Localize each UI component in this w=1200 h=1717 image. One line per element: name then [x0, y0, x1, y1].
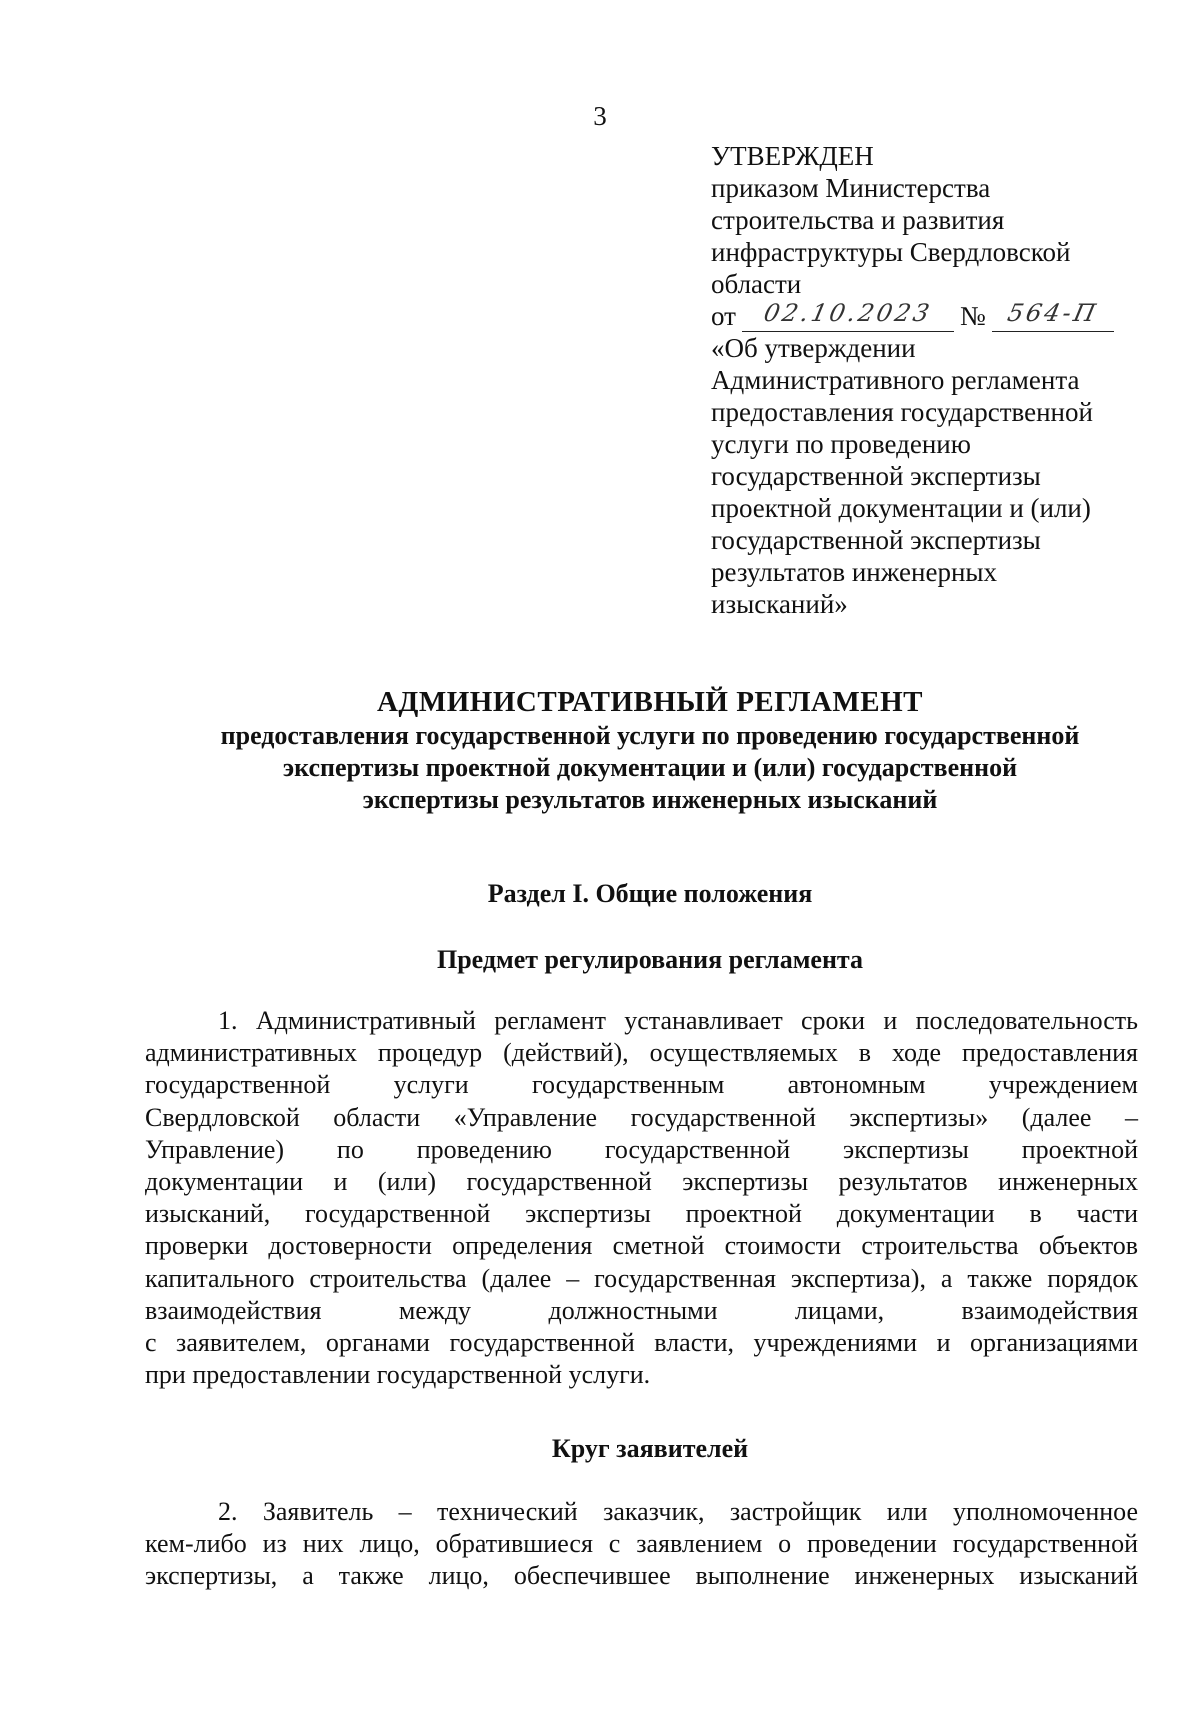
approval-line: области: [711, 269, 802, 299]
approval-title-line: Административного регламента: [711, 365, 1080, 395]
page-number: 3: [593, 101, 607, 131]
document-title-line: экспертизы результатов инженерных изысканий: [362, 785, 938, 814]
approval-title-line: предоставления государственной: [711, 397, 1093, 427]
approval-title-line: услуги по проведению: [711, 429, 971, 459]
paragraph-line: изысканий, государственной экспертизы проектной документации в части: [145, 1199, 1138, 1229]
document-title-main: АДМИНИСТРАТИВНЫЙ РЕГЛАМЕНТ: [376, 686, 923, 718]
number-prefix: №: [959, 301, 986, 331]
approval-title-line: результатов инженерных: [711, 557, 998, 587]
approval-date-number-line: [711, 300, 1171, 332]
approval-title-line: государственной экспертизы: [711, 461, 1041, 491]
paragraph-line: взаимодействия между должностными лицами, взаимодействия: [145, 1295, 1138, 1325]
approval-line: инфраструктуры Свердловской: [711, 237, 1071, 267]
section-heading: Раздел I. Общие положения: [487, 879, 813, 908]
subheading-subject: Предмет регулирования регламента: [436, 945, 864, 974]
approval-heading: УТВЕРЖДЕН: [711, 141, 874, 171]
paragraph-line: капитального строительства (далее – государственная экспертиза), а также порядок: [145, 1263, 1138, 1293]
number-field: [992, 299, 1114, 332]
document-title: [130, 684, 1170, 816]
paragraph-line: проверки достоверности определения сметной стоимости строительства объектов: [145, 1231, 1138, 1261]
paragraph-line: 2. Заявитель – технический заказчик, застройщик или уполномоченное: [218, 1497, 1138, 1526]
paragraph-line: документации и (или) государственной экспертизы результатов инженерных: [145, 1166, 1138, 1196]
paragraph-line: с заявителем, органами государственной власти, учреждениями и организациями: [145, 1327, 1138, 1357]
paragraph-1: [145, 1005, 1138, 1391]
handwritten-date: 02.10.2023: [761, 299, 935, 327]
paragraph-line: Управление) по проведению государственной экспертизы проектной: [145, 1134, 1138, 1164]
approval-line: строительства и развития: [711, 205, 1005, 235]
paragraph-line: 1. Административный регламент устанавливает сроки и последовательность: [218, 1006, 1138, 1035]
paragraph-2: [145, 1496, 1138, 1593]
approval-title-line: государственной экспертизы: [711, 525, 1041, 555]
paragraph-line: кем-либо из них лицо, обратившиеся с заявлением о проведении государственной: [145, 1529, 1138, 1559]
paragraph-line: экспертизы, а также лицо, обеспечившее выполнение инженерных изысканий: [145, 1561, 1138, 1591]
date-field: [742, 299, 954, 332]
document-title-line: предоставления государственной услуги по проведению государственной: [220, 721, 1080, 750]
paragraph-line: государственной услуги государственным автономным учреждением: [145, 1070, 1138, 1100]
document-title-line: экспертизы проектной документации и (или) государственной: [282, 753, 1018, 782]
approval-title-line: «Об утверждении: [711, 333, 916, 363]
approval-title-line: проектной документации и (или): [711, 493, 1091, 523]
date-prefix: от: [711, 301, 736, 331]
handwritten-number: 564-П: [1004, 299, 1101, 327]
approval-title-line: изысканий»: [711, 589, 848, 619]
approval-stamp-block: [711, 140, 1171, 620]
approval-line: приказом Министерства: [711, 173, 991, 203]
paragraph-line: при предоставлении государственной услуги.: [145, 1360, 651, 1390]
subheading-applicants: Круг заявителей: [551, 1434, 749, 1463]
paragraph-line: административных процедур (действий), осуществляемых в ходе предоставления: [145, 1038, 1138, 1068]
paragraph-line: Свердловской области «Управление государственной экспертизы» (далее –: [145, 1102, 1138, 1132]
